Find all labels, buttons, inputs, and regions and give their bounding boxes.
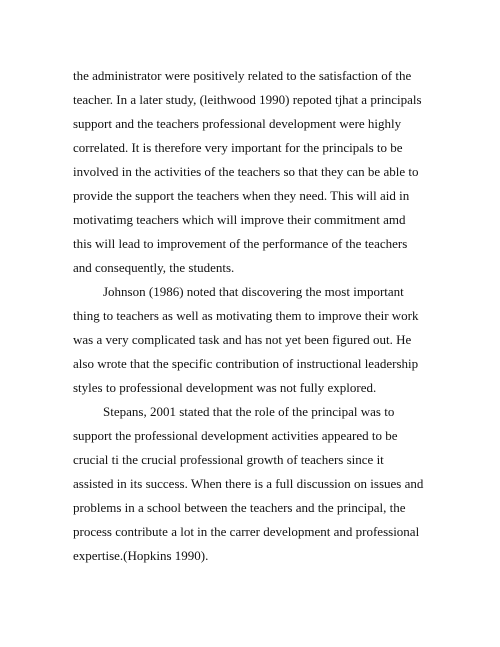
text-line: this will lead to improvement of the performance of the teachers [73,236,408,251]
text-line: teacher. In a later study, (leithwood 1990) repoted tjhat a principals [73,92,422,107]
text-line: support the professional development activities appeared to be [73,428,398,443]
paragraph-3 [73,400,433,568]
text-line: thing to teachers as well as motivating them to improve their work [73,308,419,323]
text-line: expertise.(Hopkins 1990). [73,548,209,563]
text-line: the administrator were positively related to the satisfaction of the [73,68,412,83]
text-line: also wrote that the specific contribution of instructional leadership [73,356,419,371]
text-line: process contribute a lot in the carrer development and professional [73,524,420,539]
body-text [73,64,433,568]
text-line: support and the teachers professional development were highly [73,116,402,131]
text-line: was a very complicated task and has not yet been figured out. He [73,332,412,347]
text-line: Johnson (1986) noted that discovering the most important [103,284,404,299]
text-line: styles to professional development was not fully explored. [73,380,377,395]
text-line: Stepans, 2001 stated that the role of the principal was to [103,404,395,419]
text-line: crucial ti the crucial professional growth of teachers since it [73,452,384,467]
paragraph-1 [73,64,433,280]
text-line: problems in a school between the teachers and the principal, the [73,500,406,515]
text-line: assisted in its success. When there is a full discussion on issues and [73,476,424,491]
text-line: correlated. It is therefore very important for the principals to be [73,140,403,155]
text-line: provide the support the teachers when they need. This will aid in [73,188,410,203]
text-line: motivatimg teachers which will improve their commitment amd [73,212,406,227]
paragraph-2 [73,280,433,400]
text-line: and consequently, the students. [73,260,235,275]
text-line: involved in the activities of the teachers so that they can be able to [73,164,419,179]
